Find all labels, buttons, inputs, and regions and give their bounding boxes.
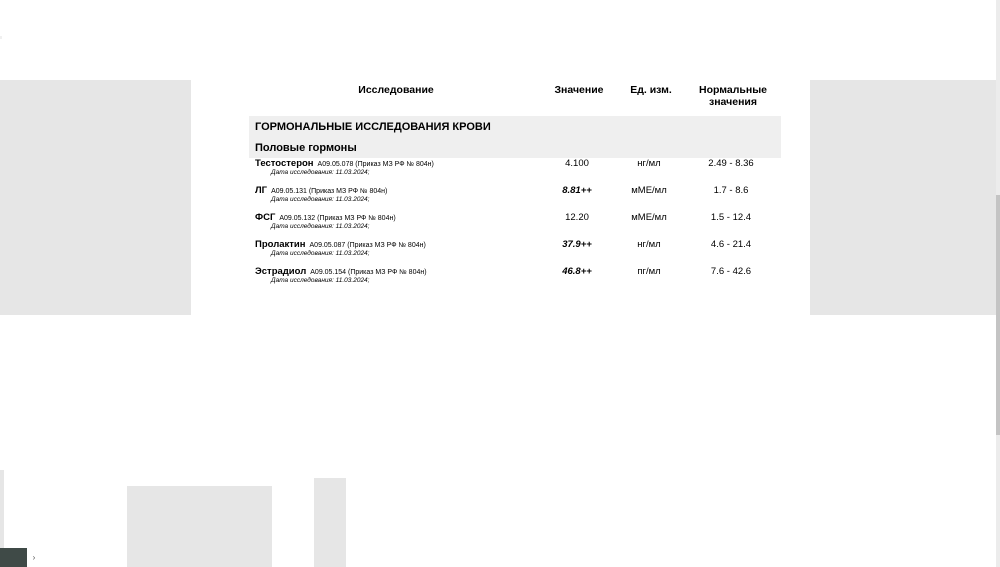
subsection-title: Половые гормоны (255, 142, 357, 154)
test-value: 46.8++ (562, 266, 592, 277)
test-value: 4.100 (565, 158, 589, 169)
header-value: Значение (554, 84, 604, 96)
test-code: A09.05.087 (Приказ МЗ РФ № 804н) (309, 242, 426, 249)
test-code: A09.05.078 (Приказ МЗ РФ № 804н) (317, 161, 434, 168)
test-code: A09.05.132 (Приказ МЗ РФ № 804н) (279, 215, 396, 222)
table-row (255, 212, 795, 238)
test-normal-range: 1.7 - 8.6 (713, 185, 749, 196)
test-normal-range: 2.49 - 8.36 (708, 158, 754, 169)
test-unit: нг/мл (637, 158, 661, 169)
test-value: 12.20 (565, 212, 589, 223)
test-name: ФСГ (255, 212, 276, 223)
top-redaction (2, 0, 996, 80)
lower-white-block (4, 470, 127, 556)
header-normal-line2: значения (709, 96, 757, 108)
table-row (255, 239, 795, 265)
test-date: Дата исследования: 11.03.2024; (271, 277, 370, 284)
test-date: Дата исследования: 11.03.2024; (271, 169, 370, 176)
lower-redaction (14, 322, 996, 470)
test-unit: мМЕ/мл (631, 185, 667, 196)
chevron-right-icon[interactable]: › (27, 553, 41, 563)
test-value: 8.81++ (562, 185, 592, 196)
table-row (255, 158, 795, 184)
test-unit: мМЕ/мл (631, 212, 667, 223)
test-name: Эстрадиол (255, 266, 307, 277)
header-normal (691, 84, 775, 108)
taskbar-corner (0, 548, 27, 567)
test-unit: пг/мл (637, 266, 661, 277)
test-normal-range: 4.6 - 21.4 (710, 239, 752, 250)
test-code: A09.05.131 (Приказ МЗ РФ № 804н) (271, 188, 388, 195)
lower-gray-block-1 (127, 486, 272, 567)
test-name: Пролактин (255, 239, 306, 250)
table-row (255, 266, 795, 292)
test-normal-range: 1.5 - 12.4 (710, 212, 752, 223)
test-unit: нг/мл (637, 239, 661, 250)
test-code: A09.05.154 (Приказ МЗ РФ № 804н) (310, 269, 427, 276)
section-title: ГОРМОНАЛЬНЫЕ ИССЛЕДОВАНИЯ КРОВИ (255, 121, 491, 133)
test-normal-range: 7.6 - 42.6 (710, 266, 752, 277)
section-header (249, 116, 781, 158)
scrollbar-thumb[interactable] (996, 195, 1000, 435)
test-date: Дата исследования: 11.03.2024; (271, 250, 370, 257)
lab-report-page (191, 80, 810, 315)
table-row (255, 185, 795, 211)
left-margin (0, 80, 191, 315)
test-date: Дата исследования: 11.03.2024; (271, 223, 370, 230)
test-value: 37.9++ (562, 239, 592, 250)
lower-gray-block-2 (314, 478, 347, 567)
test-date: Дата исследования: 11.03.2024; (271, 196, 370, 203)
header-normal-line1: Нормальные (698, 84, 767, 96)
lower-redaction-2 (346, 470, 996, 567)
header-study: Исследование (358, 84, 434, 96)
header-unit: Ед. изм. (630, 84, 672, 96)
right-margin (810, 80, 1000, 315)
test-name: Тестостерон (255, 158, 314, 169)
test-name: ЛГ (255, 185, 268, 196)
